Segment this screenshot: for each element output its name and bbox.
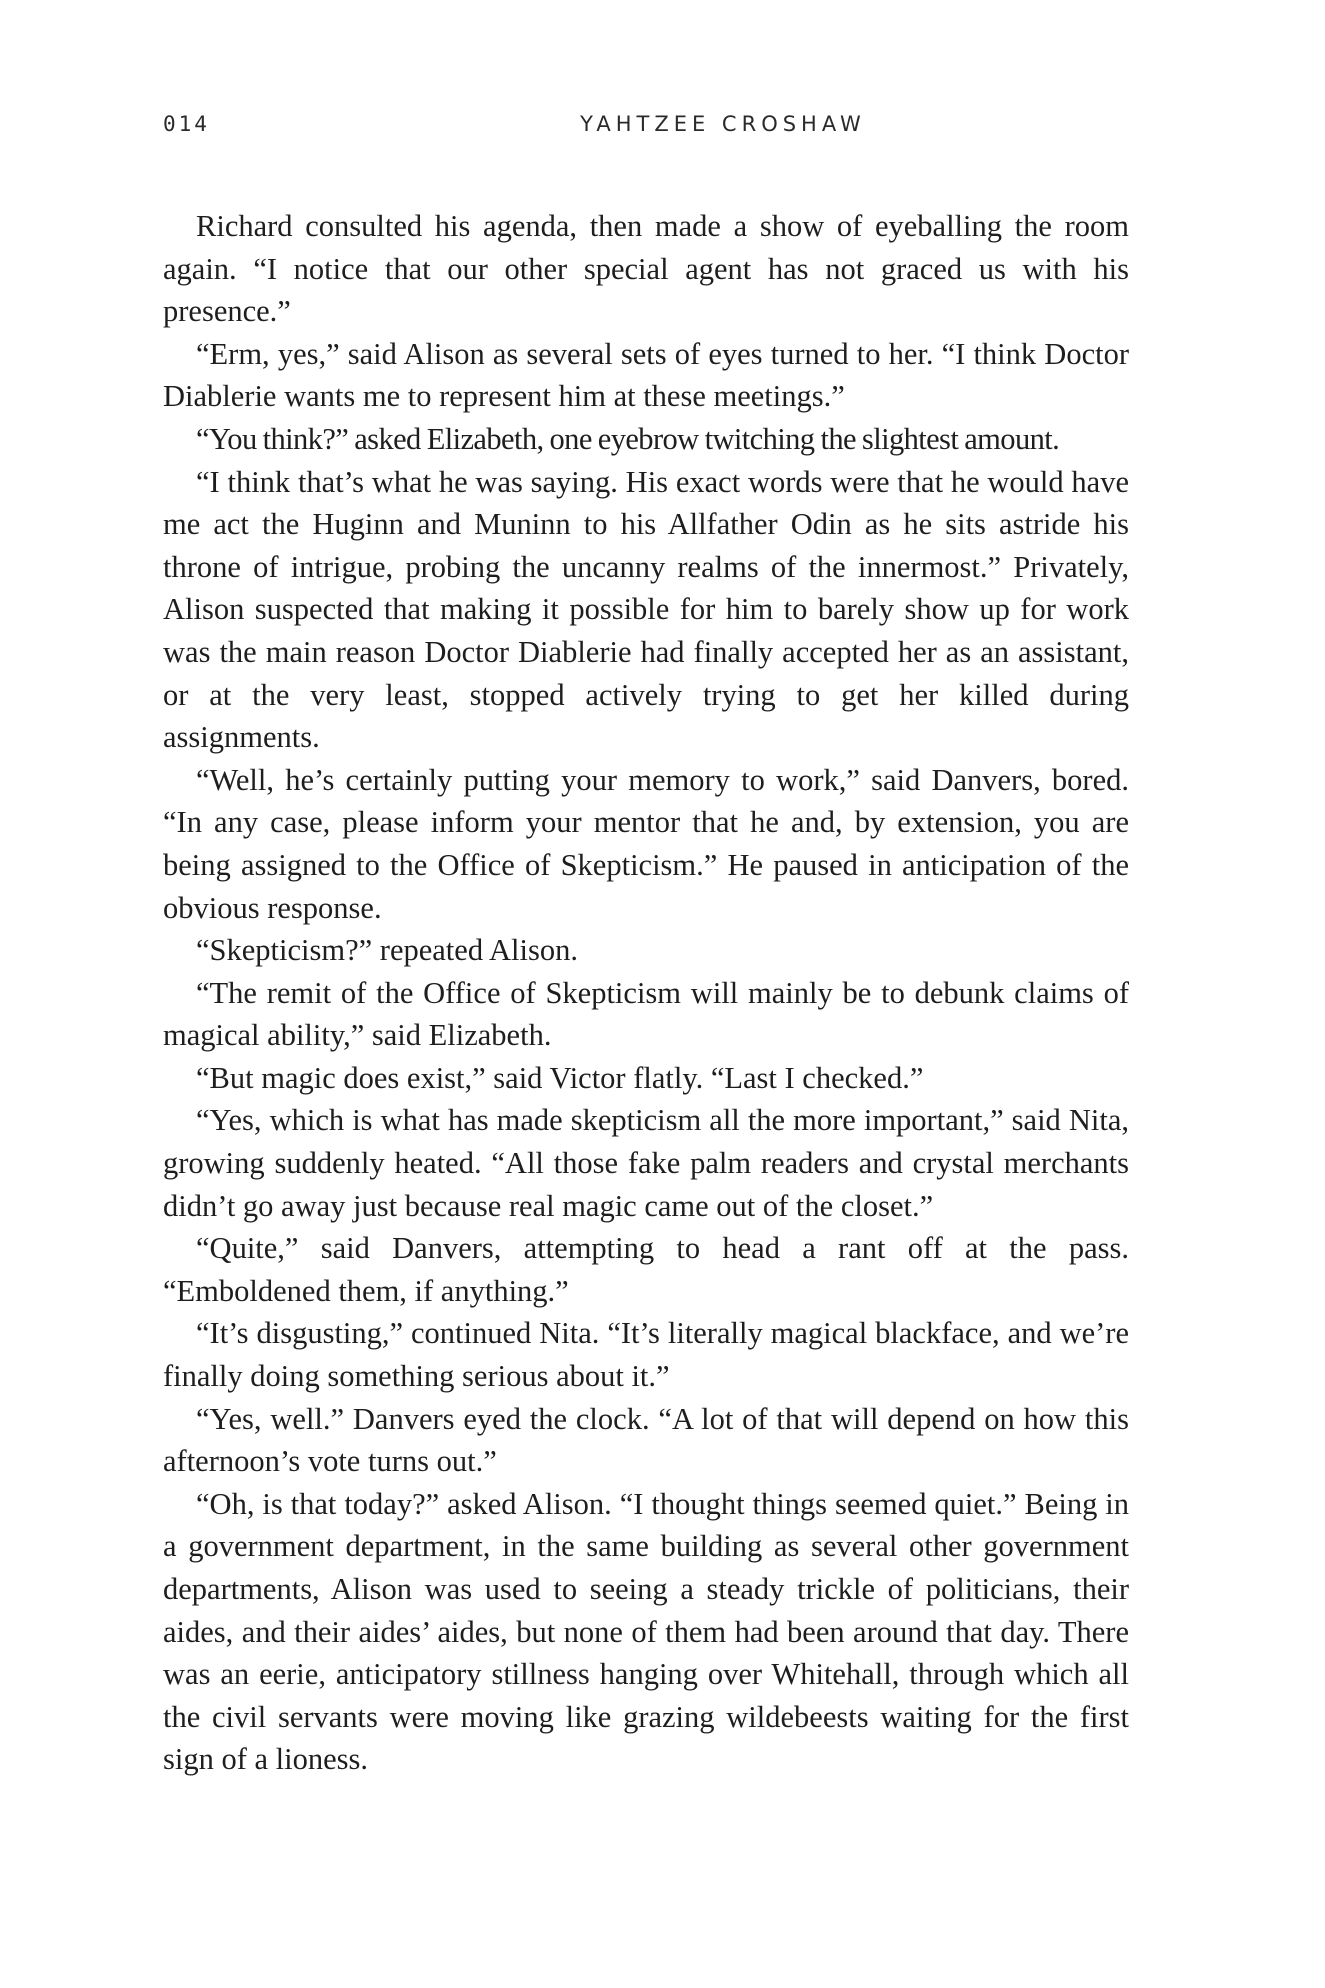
paragraph: “But magic does exist,” said Victor flatly. “Last I checked.” (196, 1060, 924, 1095)
paragraph: “I think that’s what he was saying. His exact words were that he would have me act the Huginn and Muninn to his Allfather Odin as he sits astride his throne of intrigue, probing the uncanny realms of the innermost.” Privately, Alison suspected that making it possible for him to barely show up for work was the main reason Doctor Diablerie had finally accepted her as an assistant, or at the very least, stopped actively trying to get her killed during assignments. (163, 464, 1129, 755)
paragraph: “Erm, yes,” said Alison as several sets of eyes turned to her. “I think Doctor Diablerie wants me to represent him at these meetings.” (163, 336, 1129, 414)
paragraph: “Skepticism?” repeated Alison. (196, 933, 578, 968)
paragraph: “Yes, which is what has made skepticism all the more important,” said Nita, growing suddenly heated. “All those fake palm readers and crystal merchants didn’t go away just because real magic came out of the closet.” (163, 1103, 1129, 1223)
paragraph: “It’s disgusting,” continued Nita. “It’s literally magical blackface, and we’re finally doing something serious about it.” (163, 1316, 1129, 1394)
paragraph: “Oh, is that today?” asked Alison. “I thought things seemed quiet.” Being in a government department, in the same building as several other government departments, Alison was used to seeing a steady trickle of politicians, their aides, and their aides’ aides, but none of them had been around that day. There was an eerie, anticipatory stillness hanging over Whitehall, through which all the civil servants were moving like grazing wildebeests waiting for the first sign of a lioness. (163, 1486, 1129, 1777)
paragraph: “Quite,” said Danvers, attempting to head a rant off at the pass. “Emboldened them, if anything.” (163, 1231, 1129, 1308)
paragraph: “Well, he’s certainly putting your memory to work,” said Danvers, bored. “In any case, please inform your mentor that he and, by extension, you are being assigned to the Office of Skepticism.” He paused in anticipation of the obvious response. (163, 762, 1129, 925)
body-text (163, 205, 1129, 1781)
paragraph: “Yes, well.” Danvers eyed the clock. “A lot of that will depend on how this afternoon’s vote turns out.” (163, 1401, 1129, 1479)
paragraph: Richard consulted his agenda, then made a show of eyeballing the room again. “I notice that our other special agent has not graced us with his presence.” (163, 209, 1129, 329)
page-number: 014 (163, 112, 210, 136)
running-head (163, 112, 1133, 148)
paragraph: “The remit of the Office of Skepticism will mainly be to debunk claims of magical ability,” said Elizabeth. (163, 975, 1129, 1053)
paragraph: “You think?” asked Elizabeth, one eyebrow twitching the slightest amount. (196, 421, 1060, 456)
running-head-author: YAHTZEE CROSHAW (580, 112, 866, 136)
